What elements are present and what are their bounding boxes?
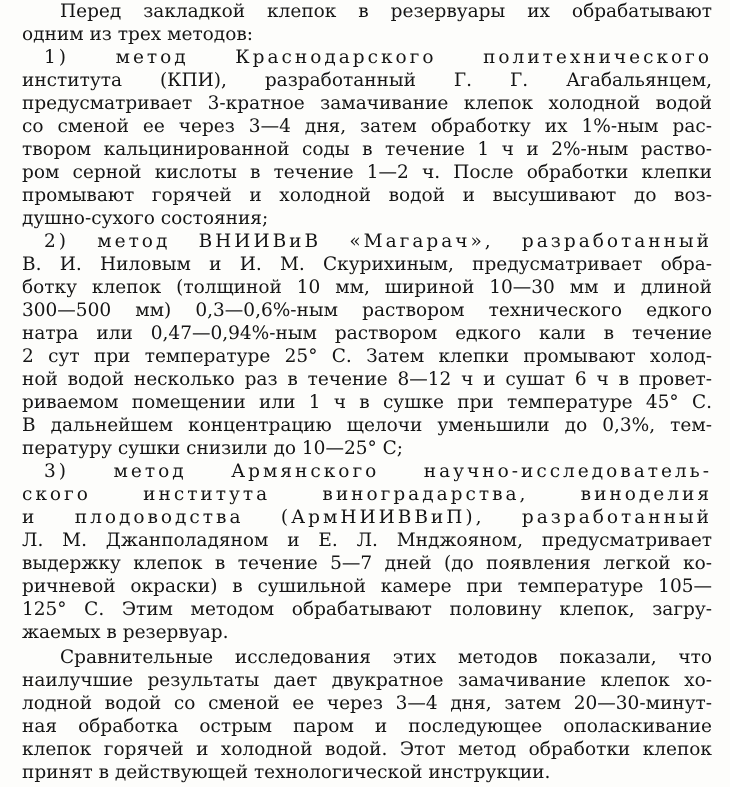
- text-line-5: предусматривает 3-кратное замачивание клепок холодной водой: [22, 93, 712, 114]
- text-line-34: принят в действующей технологической инструкции.: [22, 762, 551, 783]
- text-line-31: лодной водой со сменой ее через 3—4 дня, затем 20—30-минут-: [22, 693, 712, 714]
- text-line-16: 2 сут при температуре 25° С. Затем клепки промывают холод-: [22, 346, 712, 367]
- text-line-20: пературу сушки снизили до 10—25° С;: [22, 438, 404, 459]
- text-line-1: Перед закладкой клепок в резервуары их обрабатывают: [60, 1, 712, 22]
- text-line-19: В дальнейшем концентрацию щелочи уменьшили до 0,3%, тем-: [22, 415, 712, 436]
- text-line-28: жаемых в резервуар.: [22, 622, 229, 643]
- text-line-23: и плодоводства (АрмНИИВВиП), разработанный: [22, 507, 712, 528]
- text-line-2: одним из трех методов:: [22, 24, 253, 45]
- text-line-9: промывают горячей и холодной водой и высушивают до воз-: [22, 185, 712, 206]
- text-line-22: ского института виноградарства, виноделия: [22, 484, 712, 505]
- text-line-25: выдержку клепок в течение 5—7 дней (до появления легкой ко-: [22, 553, 712, 574]
- text-line-15: натра или 0,47—0,94%-ным раствором едкого кали в течение: [22, 323, 712, 344]
- text-line-17: ной водой несколько раз в течение 8—12 ч и сушат 6 ч в провет-: [22, 369, 712, 390]
- text-line-11: 2) метод ВНИИВиВ «Магарач», разработанный: [44, 231, 712, 252]
- text-line-32: ная обработка острым паром и последующее ополаскивание: [22, 716, 712, 737]
- text-line-6: со сменой ее через 3—4 дня, затем обработку их 1%-ным рас-: [22, 116, 712, 137]
- text-line-18: риваемом помещении или 1 ч в сушке при температуре 45° С.: [22, 392, 712, 413]
- text-line-10: душно-сухого состояния;: [22, 208, 269, 229]
- text-line-26: ричневой окраски) в сушильной камере при температуре 105—: [22, 576, 712, 597]
- text-line-24: Л. М. Джанполадяном и Е. Л. Мнджояном, предусматривает: [22, 530, 712, 551]
- text-line-7: твором кальцинированной соды в течение 1 ч и 2%-ным раство-: [22, 139, 712, 160]
- text-line-13: ботку клепок (толщиной 10 мм, шириной 10—30 мм и длиной: [22, 277, 712, 298]
- text-line-21: 3) метод Армянского научно-исследователь-: [44, 461, 712, 482]
- text-line-29: Сравнительные исследования этих методов показали, что: [60, 647, 712, 668]
- text-line-30: наилучшие результаты дает двукратное замачивание клепок хо-: [22, 670, 712, 691]
- text-line-12: В. И. Ниловым и И. М. Скурихиным, предусматривает обра-: [22, 254, 712, 275]
- text-line-33: клепок горячей и холодной водой. Этот метод обработки клепок: [22, 739, 712, 760]
- text-line-14: 300—500 мм) 0,3—0,6%-ным раствором технического едкого: [22, 300, 712, 321]
- text-line-8: ром серной кислоты в течение 1—2 ч. После обработки клепки: [22, 162, 712, 183]
- text-line-27: 125° С. Этим методом обрабатывают половину клепок, загру-: [22, 599, 712, 620]
- text-line-3: 1) метод Краснодарского политехнического: [44, 47, 712, 68]
- text-line-4: института (КПИ), разработанный Г. Г. Агабальянцем,: [22, 70, 712, 91]
